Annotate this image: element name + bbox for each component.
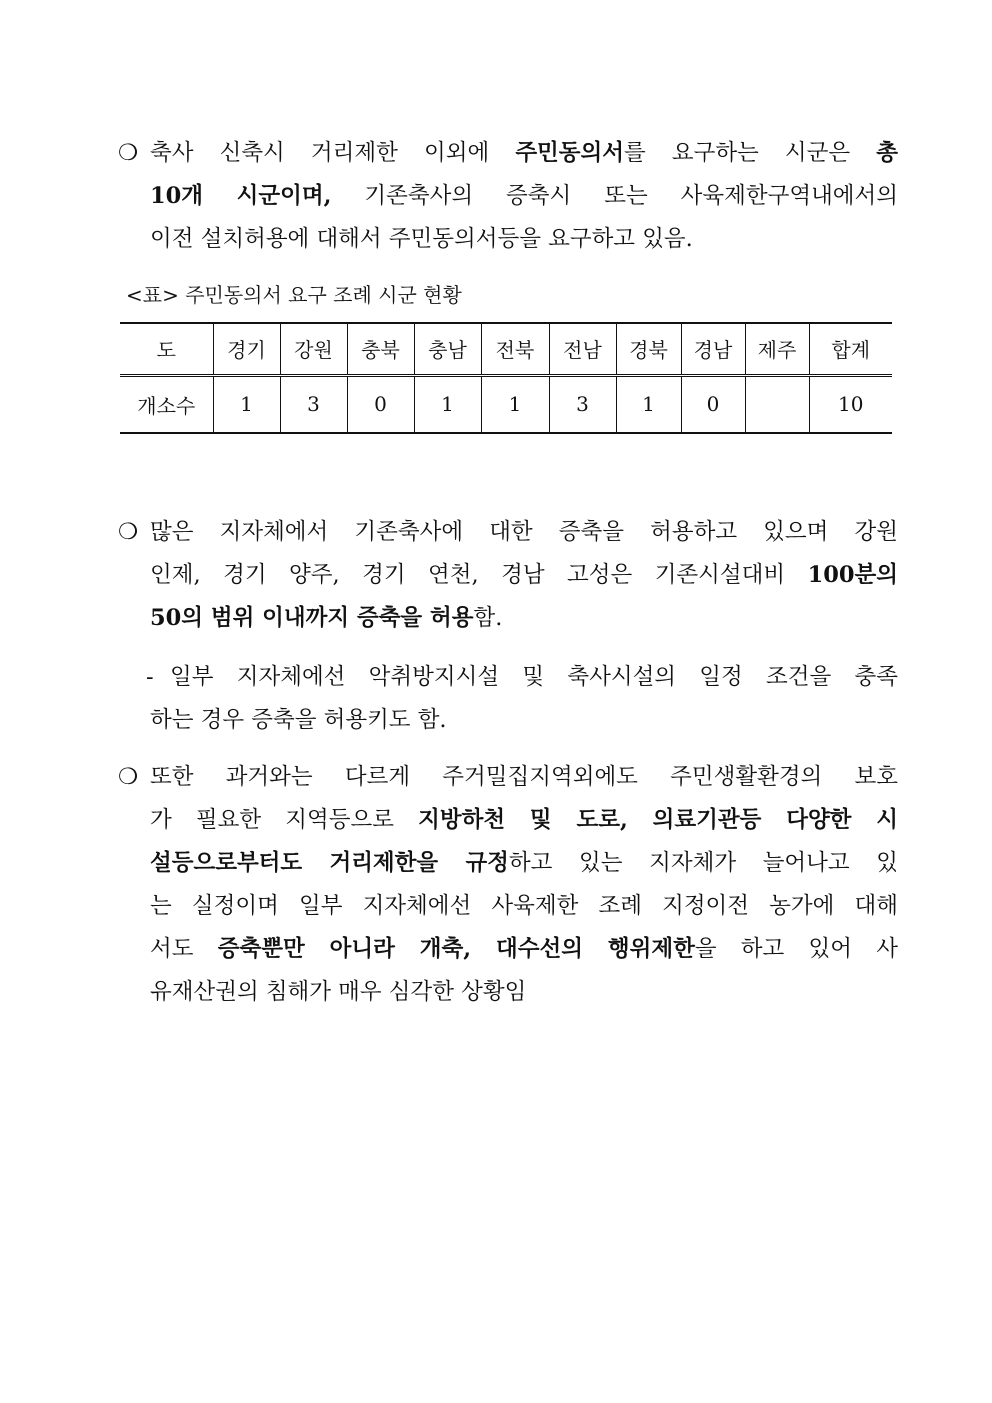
header-cell: 경기 (213, 323, 280, 375)
text-line: ❍ 많은 지자체에서 기존축사에 대한 증축을 허용하고 있으며 강원 (118, 511, 898, 554)
value-cell: 0 (347, 375, 414, 433)
text-line: ❍ 축사 신축시 거리제한 이외에 주민동의서를 요구하는 시군은 총 (118, 132, 898, 175)
header-cell: 전남 (549, 323, 616, 375)
bullet-circle-icon: ❍ (118, 764, 139, 790)
total-cell: 10 (809, 375, 892, 433)
value-cell: 3 (280, 375, 347, 433)
text-line: 하는 경우 증축을 허용키도 함. (150, 707, 447, 733)
table-caption: <표> 주민동의서 요구 조례 시군 현황 (126, 283, 462, 307)
paragraph-distance-restriction (118, 756, 898, 1014)
text-line: ❍ 또한 과거와는 다르게 주거밀집지역외에도 주민생활환경의 보호 (118, 756, 898, 799)
value-cell: 3 (549, 375, 616, 433)
consent-ordinance-table (120, 322, 892, 434)
paragraph-consent-requirement (118, 132, 898, 261)
table-header-row (120, 323, 892, 375)
text-line: 는 실정이며 일부 지자체에선 사육제한 조례 지정이전 농가에 대해 (150, 893, 898, 919)
subnote-conditional-expansion (146, 656, 898, 742)
header-cell: 충북 (347, 323, 414, 375)
bullet-circle-icon: ❍ (118, 519, 139, 545)
text-line: 설등으로부터도 거리제한을 규정하고 있는 지자체가 늘어나고 있 (150, 850, 898, 876)
header-cell: 도 (120, 323, 213, 375)
header-cell: 전북 (481, 323, 549, 375)
table-row (120, 375, 892, 433)
value-cell: 0 (681, 375, 745, 433)
value-cell: 1 (414, 375, 481, 433)
dash-marker: - (146, 664, 154, 690)
value-cell (745, 375, 809, 433)
bullet-circle-icon: ❍ (118, 140, 139, 166)
header-cell: 충남 (414, 323, 481, 375)
header-cell: 경북 (616, 323, 681, 375)
header-cell: 경남 (681, 323, 745, 375)
text-line: 이전 설치허용에 대해서 주민동의서등을 요구하고 있음. (150, 226, 693, 252)
header-cell: 합계 (809, 323, 892, 375)
value-cell: 1 (616, 375, 681, 433)
text-line: - 일부 지자체에선 악취방지시설 및 축사시설의 일정 조건을 충족 (146, 656, 898, 699)
row-label-cell: 개소수 (120, 375, 213, 433)
text-line: 10개 시군이며, 기존축사의 증축시 또는 사육제한구역내에서의 (150, 183, 899, 209)
value-cell: 1 (481, 375, 549, 433)
text-line: 서도 증축뿐만 아니라 개축, 대수선의 행위제한을 하고 있어 사 (150, 936, 898, 962)
text-line: 유재산권의 침해가 매우 심각한 상황임 (150, 979, 527, 1005)
header-cell: 제주 (745, 323, 809, 375)
value-cell: 1 (213, 375, 280, 433)
header-cell: 강원 (280, 323, 347, 375)
text-line: 50의 범위 이내까지 증축을 허용함. (150, 605, 503, 631)
paragraph-expansion-allowance (118, 511, 898, 640)
text-line: 가 필요한 지역등으로 지방하천 및 도로, 의료기관등 다양한 시 (150, 807, 898, 833)
text-line: 인제, 경기 양주, 경기 연천, 경남 고성은 기존시설대비 100분의 (150, 562, 898, 588)
